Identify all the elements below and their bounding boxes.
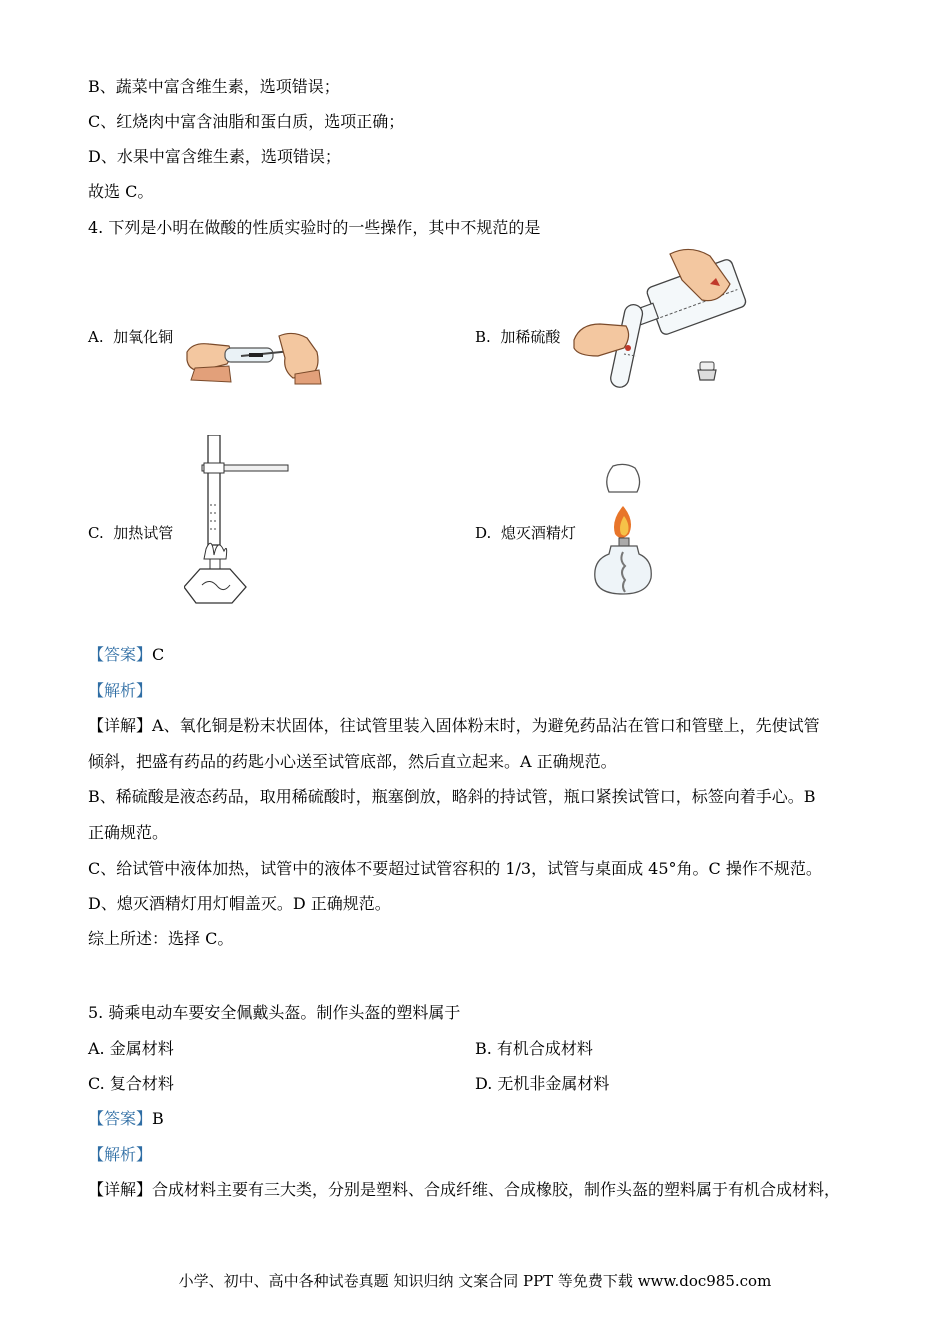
option-b-analysis: B、蔬菜中富含维生素，选项错误；: [88, 77, 340, 96]
q4-option-a: [88, 327, 173, 347]
q4-option-c: [88, 523, 173, 543]
q5-analysis-tag: [88, 1145, 152, 1165]
option-letter: D.: [475, 524, 492, 542]
add-copper-oxide-illustration: [183, 330, 323, 385]
question-4-stem: 4. 下列是小明在做酸的性质实验时的一些操作，其中不规范的是: [88, 218, 541, 237]
detail-tag: 【详解】: [88, 716, 153, 735]
q4-detail-6: D、熄灭酒精灯用灯帽盖灭。D 正确规范。: [88, 894, 391, 913]
option-text: 加氧化铜: [113, 328, 174, 346]
q4-option-b: [475, 327, 560, 347]
answer-tag: 【答案】: [88, 1109, 153, 1128]
q5-detail-1: [88, 1180, 840, 1200]
option-d-analysis: D、水果中富含维生素，选项错误；: [88, 147, 341, 166]
option-letter: C.: [88, 524, 104, 542]
q5-answer: [88, 1109, 164, 1129]
option-text: 加热试管: [113, 524, 174, 542]
q4-detail-1: [88, 716, 820, 736]
option-letter: A.: [88, 328, 104, 346]
q5-option-c: C. 复合材料: [88, 1074, 174, 1093]
detail-text: A、氧化铜是粉末状固体，往试管里装入固体粉末时，为避免药品沾在管口和管壁上，先使试管: [152, 716, 820, 735]
add-dilute-sulfuric-acid-illustration: [570, 244, 755, 394]
detail-tag: 【详解】: [88, 1180, 153, 1199]
q4-detail-4: 正确规范。: [88, 823, 169, 842]
detail-text: 合成材料主要有三大类，分别是塑料、合成纤维、合成橡胶，制作头盔的塑料属于有机合成材料，: [152, 1180, 841, 1199]
page-footer: 小学、初中、高中各种试卷真题 知识归纳 文案合同 PPT 等免费下载 www.doc985.com: [178, 1272, 772, 1290]
q5-option-d: D. 无机非金属材料: [475, 1074, 610, 1093]
final-choice: 故选 C。: [88, 182, 154, 201]
answer-tag: 【答案】: [88, 645, 153, 664]
q5-option-b: B. 有机合成材料: [475, 1039, 593, 1058]
q5-option-a: A. 金属材料: [88, 1039, 174, 1058]
heat-test-tube-illustration: [184, 435, 290, 607]
q4-answer: [88, 645, 164, 665]
analysis-tag: 【解析】: [88, 681, 153, 700]
q4-option-d: [475, 523, 576, 543]
question-5-stem: 5. 骑乘电动车要安全佩戴头盔。制作头盔的塑料属于: [88, 1003, 461, 1022]
option-text: 熄灭酒精灯: [500, 524, 576, 542]
extinguish-alcohol-lamp-illustration: [585, 462, 655, 602]
q4-analysis-tag: [88, 681, 152, 701]
q4-detail-5: C、给试管中液体加热，试管中的液体不要超过试管容积的 1/3，试管与桌面成 45°角。C 操作不规范。: [88, 859, 822, 878]
option-c-analysis: C、红烧肉中富含油脂和蛋白质，选项正确；: [88, 112, 405, 131]
q4-detail-2: 倾斜，把盛有药品的药匙小心送至试管底部，然后直立起来。A 正确规范。: [88, 752, 617, 771]
q4-summary: 综上所述：选择 C。: [88, 929, 234, 948]
answer-value: B: [152, 1109, 164, 1128]
analysis-tag: 【解析】: [88, 1145, 153, 1164]
option-text: 加稀硫酸: [500, 328, 561, 346]
option-letter: B.: [475, 328, 491, 346]
q4-detail-3: B、稀硫酸是液态药品，取用稀硫酸时，瓶塞倒放，略斜的持试管，瓶口紧挨试管口，标签向着手心。B: [88, 787, 816, 806]
answer-value: C: [152, 645, 165, 664]
